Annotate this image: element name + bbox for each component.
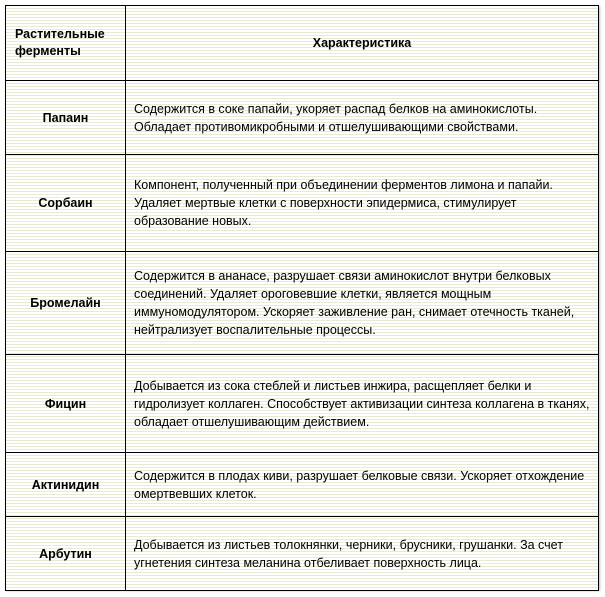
table-row (6, 252, 599, 355)
table-row (6, 155, 599, 252)
header-enzymes: Растительные ферменты (6, 6, 126, 81)
enzyme-description: Добывается из листьев толокнянки, черники, брусники, грушанки. За счет угнетения синтеза меланина отбеливает поверхность лица. (126, 517, 599, 591)
enzyme-description: Компонент, полученный при объединении ферментов лимона и папайи. Удаляет мертвые клетки с поверхности эпидермиса, стимулирует образование новых. (126, 155, 599, 252)
enzyme-name: Фицин (6, 355, 126, 453)
enzyme-description: Содержится в ананасе, разрушает связи аминокислот внутри белковых соединений. Удаляет ороговевшие клетки, является мощным иммуномодулятором. Ускоряет заживление ран, снимает отечность тканей, нейтрализует воспалительные процессы. (126, 252, 599, 355)
enzymes-table (5, 5, 599, 591)
enzymes-table-container (5, 5, 599, 590)
header-characteristic: Характеристика (126, 6, 599, 81)
table-row (6, 517, 599, 591)
enzyme-name: Бромелайн (6, 252, 126, 355)
enzyme-name: Арбутин (6, 517, 126, 591)
table-header-row (6, 6, 599, 81)
table-row (6, 355, 599, 453)
enzyme-description: Добывается из сока стеблей и листьев инжира, расщепляет белки и гидролизует коллаген. Способствует активизации синтеза коллагена в тканях, обладает отшелушивающим действием. (126, 355, 599, 453)
enzyme-description: Содержится в соке папайи, укоряет распад белков на аминокислоты. Обладает противомикробными и отшелушивающими свойствами. (126, 81, 599, 155)
enzyme-name: Актинидин (6, 453, 126, 517)
enzyme-name: Папаин (6, 81, 126, 155)
table-row (6, 453, 599, 517)
table-row (6, 81, 599, 155)
enzyme-description: Содержится в плодах киви, разрушает белковые связи. Ускоряет отхождение омертвевших клеток. (126, 453, 599, 517)
enzyme-name: Сорбаин (6, 155, 126, 252)
